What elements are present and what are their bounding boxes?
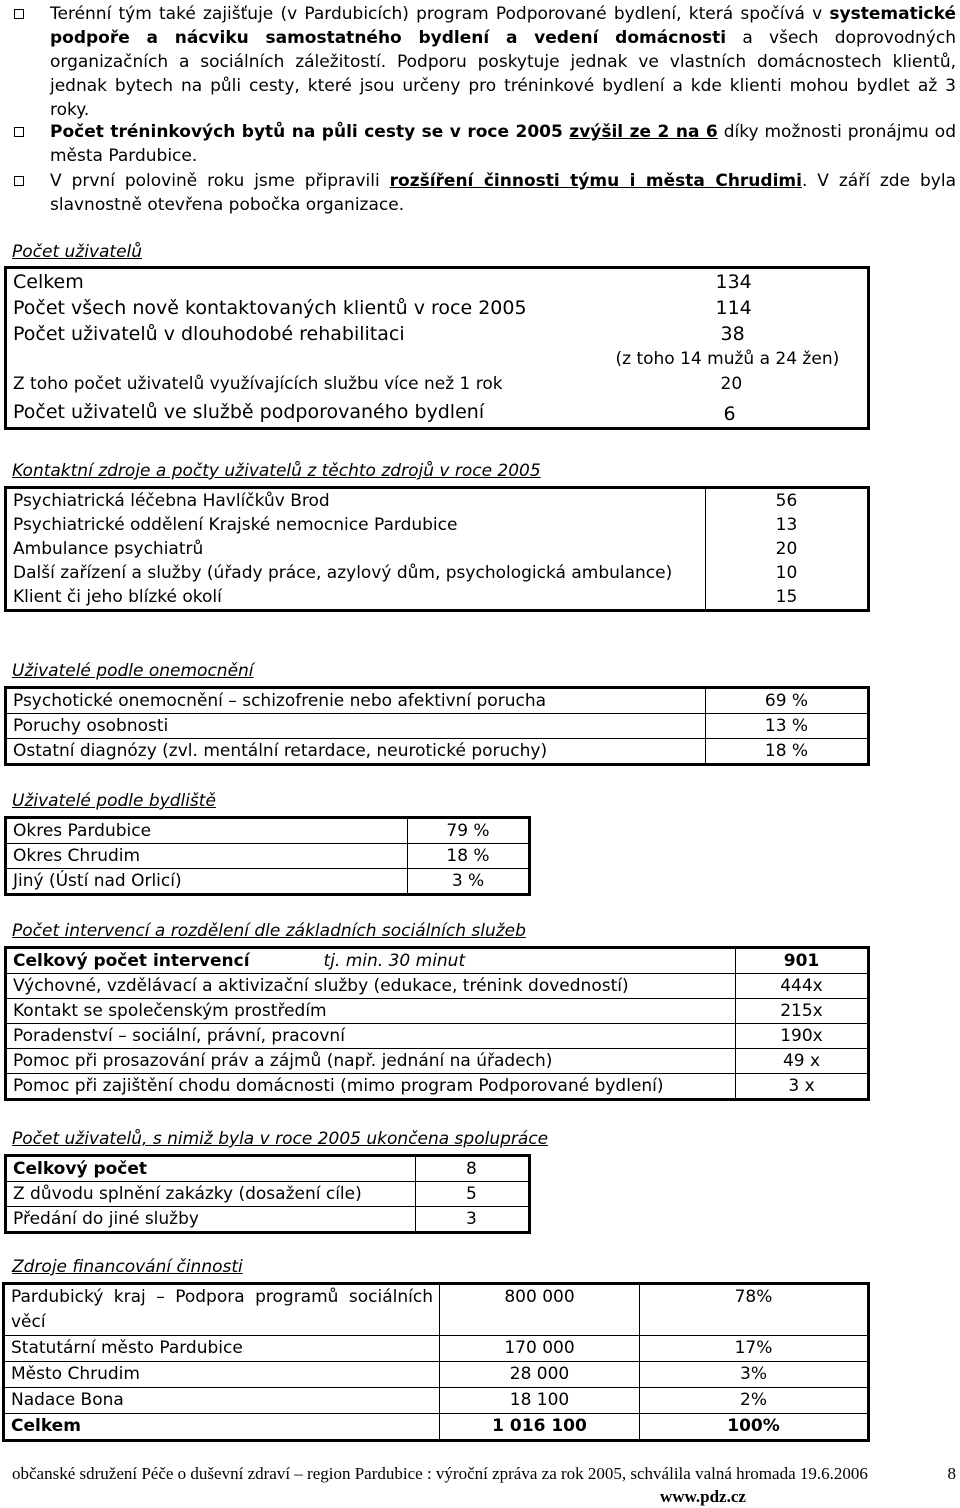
table-row: Předání do jiné služby 3 bbox=[6, 1207, 530, 1233]
disease-heading: Uživatelé podle onemocnění bbox=[12, 661, 254, 681]
table-row: Poruchy osobnosti 13 % bbox=[6, 714, 869, 739]
table-row: Ostatní diagnózy (zvl. mentální retardace, neurotické poruchy) 18 % bbox=[6, 739, 869, 765]
table-row: Z toho počet uživatelů využívajících službu více než 1 rok 20 bbox=[13, 374, 743, 394]
sources-heading: Kontaktní zdroje a počty uživatelů z těchto zdrojů v roce 2005 bbox=[12, 461, 541, 481]
bullet-list bbox=[12, 2, 956, 217]
interventions-heading: Počet intervencí a rozdělení dle základních sociálních služeb bbox=[12, 921, 526, 941]
table-row: Psychiatrické oddělení Krajské nemocnice Pardubice 13 bbox=[6, 513, 869, 537]
users-heading: Počet uživatelů bbox=[12, 242, 143, 262]
table-row: Pomoc při prosazování práv a zájmů (např. jednání na úřadech) 49 x bbox=[6, 1049, 869, 1074]
table-row: Okres Chrudim 18 % bbox=[6, 844, 530, 869]
table-row: Jiný (Ústí nad Orlicí) 3 % bbox=[6, 869, 530, 895]
table-row: Nadace Bona 18 100 2% bbox=[4, 1388, 869, 1414]
table-row: Počet uživatelů ve službě podporovaného bydlení 6 bbox=[13, 401, 736, 425]
table-row: Ambulance psychiatrů 20 bbox=[6, 537, 869, 561]
table-row: Z důvodu splnění zakázky (dosažení cíle) 5 bbox=[6, 1182, 530, 1207]
checkbox-bullet-icon bbox=[14, 176, 24, 186]
table-row: Statutární město Pardubice 170 000 17% bbox=[4, 1336, 869, 1362]
table-row: Psychiatrická léčebna Havlíčkův Brod 56 bbox=[6, 488, 869, 514]
bullet-item: Terénní tým také zajišťuje (v Pardubicích) program Podporované bydlení, která spočívá v systematické podpoře a nácviku samostatného bydlení a vedení domácnosti a všech doprovodných organizačních a sociálních záležitostí. Podporu poskytuje jednak ve vlastních domácnostech klientů, jednak bytech na půli cesty, které jsou určeny pro tréninkové bydlení a kde klienti mohou bydlet až 3 roky. bbox=[12, 2, 956, 98]
website-link[interactable]: www.pdz.cz bbox=[660, 1487, 746, 1506]
finance-heading: Zdroje financování činnosti bbox=[12, 1257, 243, 1277]
checkbox-bullet-icon bbox=[14, 9, 24, 19]
table-row: Celkový počet intervencí tj. min. 30 minut 901 bbox=[6, 948, 869, 974]
table-row: Počet všech nově kontaktovaných klientů v roce 2005 114 bbox=[13, 297, 752, 319]
sources-table bbox=[4, 486, 870, 612]
table-row: Výchovné, vzdělávací a aktivizační služby (edukace, trénink dovedností) 444x bbox=[6, 974, 869, 999]
bullet-item: V první polovině roku jsme připravili rozšíření činnosti týmu i města Chrudimi. V září zde byla slavnostně otevřena pobočka organizace. bbox=[12, 169, 956, 217]
table-row: Celkem 1 016 100 100% bbox=[4, 1414, 869, 1441]
page-number: 8 bbox=[947, 1464, 956, 1483]
table-row: Poradenství – sociální, právní, pracovní 190x bbox=[6, 1024, 869, 1049]
users-table bbox=[4, 266, 870, 430]
table-row: Počet uživatelů v dlouhodobé rehabilitaci 38 bbox=[13, 323, 745, 345]
table-row: Celkem 134 bbox=[13, 271, 752, 293]
table-row: Kontakt se společenským prostředím 215x bbox=[6, 999, 869, 1024]
checkbox-bullet-icon bbox=[14, 127, 24, 137]
table-row: Další zařízení a služby (úřady práce, azylový dům, psychologická ambulance) 10 bbox=[6, 561, 869, 585]
residence-table bbox=[4, 816, 531, 896]
page-footer: občanské sdružení Péče o duševní zdraví – region Pardubice : výroční zpráva za rok 2005, schválila valná hromada 19.6.2006 www.pdz.cz 8 bbox=[12, 1464, 956, 1506]
ended-table bbox=[4, 1154, 531, 1234]
finance-table bbox=[2, 1282, 870, 1442]
table-row: Klient či jeho blízké okolí 15 bbox=[6, 585, 869, 611]
table-row: Psychotické onemocnění – schizofrenie nebo afektivní porucha 69 % bbox=[6, 688, 869, 714]
table-row: Město Chrudim 28 000 3% bbox=[4, 1362, 869, 1388]
ended-heading: Počet uživatelů, s nimiž byla v roce 2005 ukončena spolupráce bbox=[12, 1129, 549, 1149]
table-row: Celkový počet 8 bbox=[6, 1156, 530, 1182]
table-row: Pomoc při zajištění chodu domácnosti (mimo program Podporované bydlení) 3 x bbox=[6, 1074, 869, 1100]
table-row: Okres Pardubice 79 % bbox=[6, 818, 530, 844]
bullet-item: Počet tréninkových bytů na půli cesty se v roce 2005 zvýšil ze 2 na 6 díky možnosti pronájmu od města Pardubice. bbox=[12, 120, 956, 168]
disease-table bbox=[4, 686, 870, 766]
table-row: (z toho 14 mužů a 24 žen) bbox=[615, 349, 840, 369]
interventions-table bbox=[4, 946, 870, 1101]
table-row: Pardubický kraj – Podpora programů sociálních věcí 800 000 78% bbox=[4, 1284, 869, 1336]
residence-heading: Uživatelé podle bydliště bbox=[12, 791, 216, 811]
